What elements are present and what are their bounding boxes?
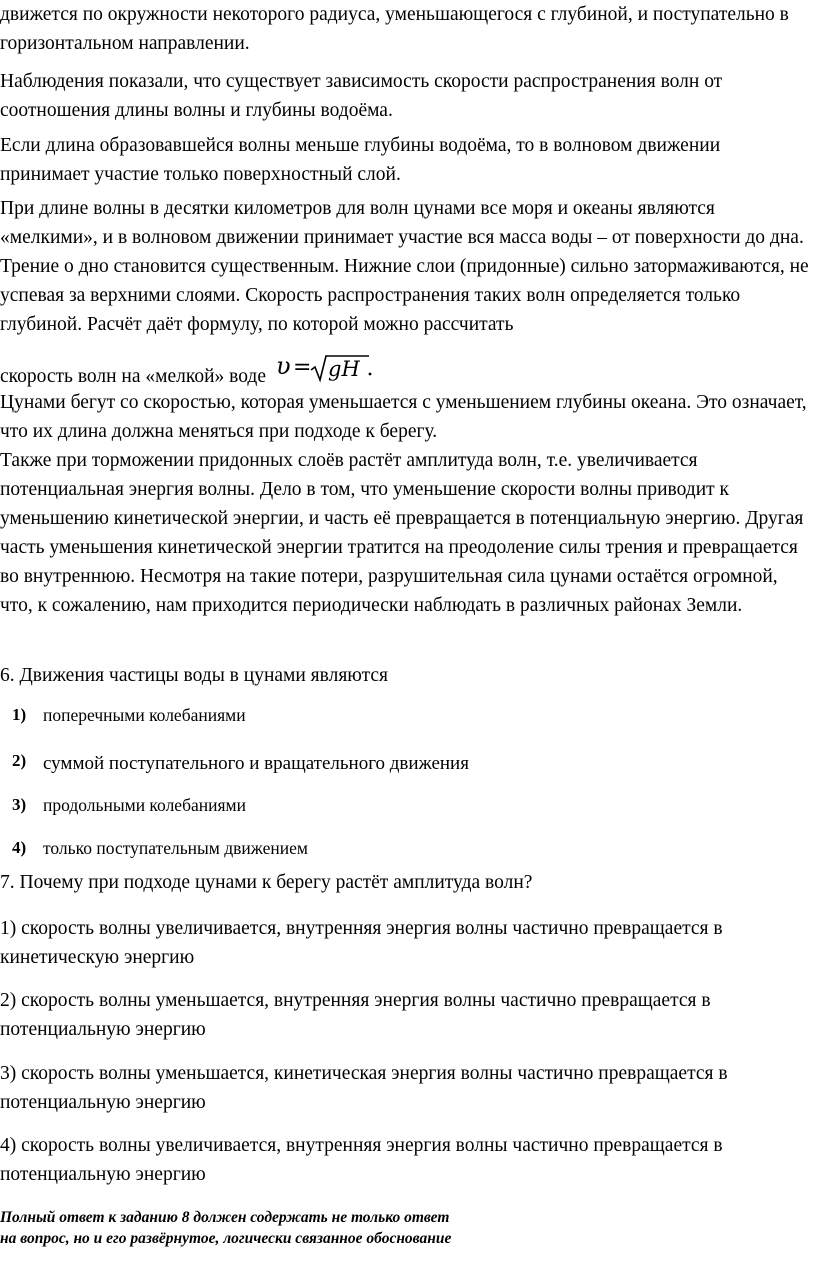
formula-period bbox=[368, 373, 371, 376]
q7-option-3[interactable]: 3) скорость волны уменьшается, кинетическая энергия волны частично превращается в потенциальную энергию bbox=[0, 1063, 728, 1113]
paragraph-speed-decrease: Цунами бегут со скоростью, которая уменьшается с уменьшением глубины океана. Это означает, что их длина должна меняться при подходе к берегу. bbox=[0, 392, 807, 442]
question-6: 6. Движения частицы воды в цунами являются bbox=[0, 665, 389, 686]
formula-lhs: υ bbox=[275, 352, 291, 380]
task-8-note bbox=[0, 1207, 560, 1249]
q7-option-1[interactable]: 1) скорость волны увеличивается, внутренняя энергия волны частично превращается в кинетическую энергию bbox=[0, 918, 723, 968]
formula-radicand: gH bbox=[327, 357, 360, 381]
question-7: 7. Почему при подходе цунами к берегу растёт амплитуда волн? bbox=[0, 872, 533, 893]
formula-speed bbox=[275, 352, 375, 393]
q6-option-1-number: 1) bbox=[12, 705, 27, 724]
formula-image bbox=[275, 352, 375, 384]
formula-line bbox=[0, 352, 812, 393]
q6-option-3-text: продольными колебаниями bbox=[43, 795, 246, 815]
paragraph-intro: движется по окружности некоторого радиуса, уменьшающегося с глубиной, и поступательно в горизонтальном направлении. bbox=[0, 4, 789, 54]
q6-option-2-number: 2) bbox=[12, 751, 27, 770]
paragraph-observations: Наблюдения показали, что существует зависимость скорости распространения волн от соотношения длины волны и глубины водоёма. bbox=[0, 71, 723, 121]
q6-option-4-text: только поступательным движением bbox=[43, 838, 308, 858]
q6-option-3-number: 3) bbox=[12, 795, 27, 814]
task-8-note-line-2: на вопрос, но и его развёрнутое, логически связанное обоснование bbox=[0, 1230, 452, 1247]
paragraph-surface-layer: Если длина образовавшейся волны меньше глубины водоёма, то в волновом движении принимает участие только поверхностный слой. bbox=[0, 135, 721, 185]
q6-option-4-number: 4) bbox=[12, 838, 27, 857]
q6-option-1-text: поперечными колебаниями bbox=[43, 705, 246, 725]
q6-option-2-text: суммой поступательного и вращательного движения bbox=[43, 753, 469, 774]
formula-eq: = bbox=[292, 355, 312, 380]
task-8-note-line-1: Полный ответ к заданию 8 должен содержать не только ответ bbox=[0, 1209, 450, 1226]
paragraph-shallow-water: При длине волны в десятки километров для волн цунами все моря и океаны являются «мелкими», и в волновом движении принимает участие вся масса воды – от поверхности до дна. Трение о дно становится существенным. Нижние слои (придонные) сильно затормаживаются, не успевая за верхними слоями. Скорость распространения таких волн определяется только глубиной. Расчёт даёт формулу, по которой можно рассчитать bbox=[0, 198, 809, 335]
q7-option-4[interactable]: 4) скорость волны увеличивается, внутренняя энергия волны частично превращается в потенциальную энергию bbox=[0, 1135, 723, 1185]
paragraph-amplitude: Также при торможении придонных слоёв растёт амплитуда волн, т.е. увеличивается потенциальная энергия волны. Дело в том, что уменьшение скорости волны приводит к уменьшению кинетической энергии, и часть её превращается в потенциальную энергию. Другая часть уменьшения кинетической энергии тратится на преодоление силы трения и превращается во внутреннюю. Несмотря на такие потери, разрушительная сила цунами остаётся огромной, что, к сожалению, нам приходится периодически наблюдать в различных районах Земли. bbox=[0, 450, 804, 616]
q7-option-2[interactable]: 2) скорость волны уменьшается, внутренняя энергия волны частично превращается в потенциальную энергию bbox=[0, 990, 711, 1040]
formula-intro-text: скорость волн на «мелкой» воде bbox=[0, 366, 267, 387]
